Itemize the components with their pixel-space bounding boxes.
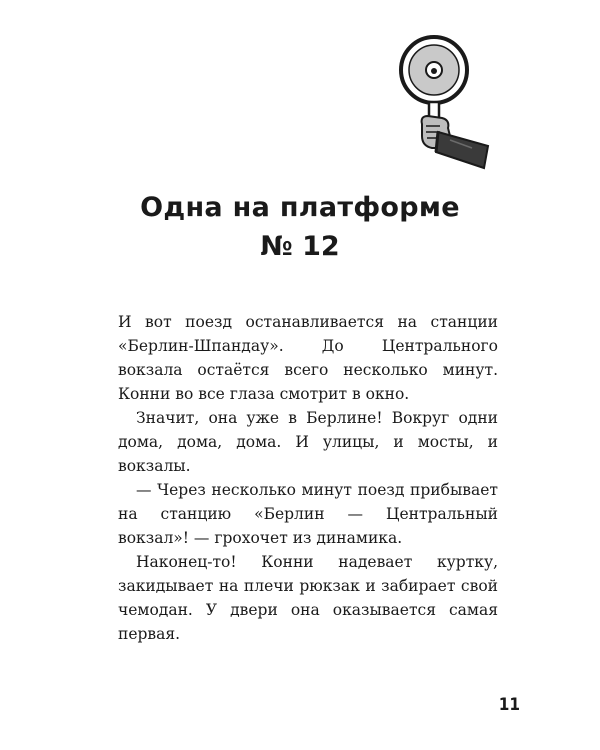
page-number: 11 — [498, 695, 520, 715]
railway-signal-paddle-icon — [392, 28, 502, 172]
chapter-body — [118, 310, 498, 646]
paragraph: — Через несколько минут поезд прибывает на станцию «Берлин — Центральный вокзал»! — грохочет из динамика. — [118, 481, 498, 547]
paragraph: Наконец-то! Конни надевает куртку, закидывает на плечи рюкзак и забирает свой чемодан. У двери она оказывается самая первая. — [118, 553, 498, 643]
chapter-number: № 12 — [260, 231, 340, 262]
signal-paddle-illustration — [392, 28, 502, 172]
paragraph: Значит, она уже в Берлине! Вокруг одни дома, дома, дома. И улицы, и мосты, и вокзалы. — [118, 409, 498, 475]
chapter-title: Одна на платформе — [140, 192, 460, 223]
paragraph: И вот поезд останавливается на станции «Берлин-Шпандау». До Центрального вокзала остаётся всего несколько минут. Конни во все глаза смотрит в окно. — [118, 313, 498, 403]
